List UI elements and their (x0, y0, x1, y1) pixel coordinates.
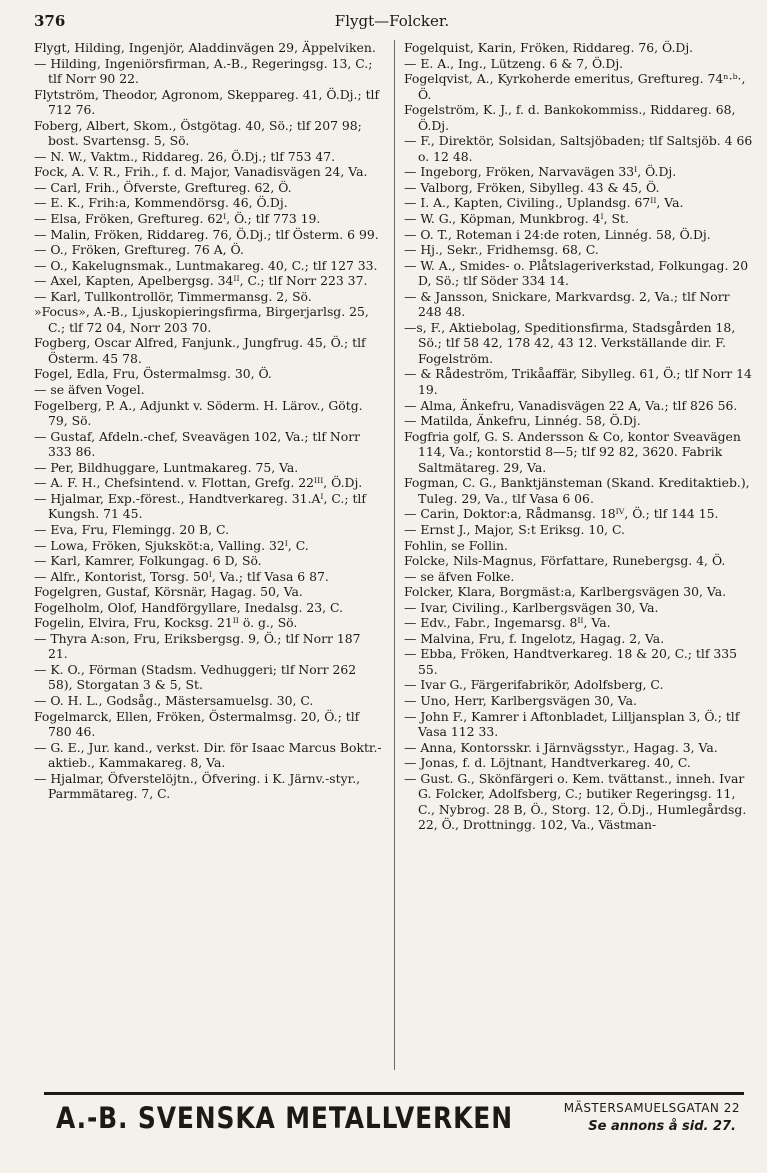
directory-entry: — N. W., Vaktm., Riddareg. 26, Ö.Dj.; tlf 753 47. (34, 148, 336, 164)
directory-columns (34, 40, 752, 1070)
directory-entry: — Anna, Kontorsskr. i Järnvägsstyr., Hagag. 3, Va. (404, 739, 718, 755)
advertisement-banner (44, 1092, 744, 1145)
directory-entry: — Gustaf, Afdeln.-chef, Sveavägen 102, Va.; tlf Norr 333 86. (34, 428, 361, 460)
directory-entry: Fogelgren, Gustaf, Körsnär, Hagag. 50, Va. (34, 584, 303, 600)
directory-entry: — Hjalmar, Öfverstelöjtn., Öfvering. i K. Järnv.-styr., Parmmätareg. 7, C. (34, 770, 361, 802)
directory-entry: — E. A., Ing., Lützeng. 6 & 7, Ö.Dj. (404, 55, 624, 71)
directory-entry: »Focus», A.-B., Ljuskopieringsfirma, Birgerjarlsg. 25, C.; tlf 72 04, Norr 203 70. (34, 304, 369, 335)
directory-entry: — A. F. H., Chefsintend. v. Flottan, Grefg. 22ᴵᴵᴵ, Ö.Dj. (34, 475, 363, 491)
directory-entry: — Malin, Fröken, Riddareg. 76, Ö.Dj.; tlf Österm. 6 99. (34, 226, 379, 242)
page-header (34, 12, 750, 32)
running-head: Flygt—Folcker. (334, 12, 450, 30)
directory-entry: — Gust. G., Skönfärgeri o. Kem. tvättanst., inneh. Ivar G. Folcker, Adolfsberg, C.; butiker Regeringsg. 11, C., Nybrog. 28 B, Ö., Storg. 12, Ö.Dj., Humlegårdsg. 22, Ö., Drottningg. 102, Va., Västman- (404, 770, 747, 833)
directory-entry: — Ivar, Civiling., Karlbergsvägen 30, Va. (404, 599, 659, 615)
directory-entry: — Hjalmar, Exp.-förest., Handtverkareg. 31.Aᴵ, C.; tlf Kungsh. 71 45. (34, 490, 366, 522)
directory-entry: — Ernst J., Major, S:t Eriksg. 10, C. (404, 521, 625, 537)
directory-entry: Fogelmarck, Ellen, Fröken, Östermalmsg. 20, Ö.; tlf 780 46. (34, 708, 360, 740)
directory-entry: — K. O., Förman (Stadsm. Vedhuggeri; tlf Norr 262 58), Storgatan 3 & 5, St. (34, 661, 357, 693)
directory-entry: — O., Fröken, Greftureg. 76 A, Ö. (34, 242, 244, 258)
directory-entry: Folcker, Klara, Borgmäst:a, Karlbergsvägen 30, Va. (404, 584, 727, 600)
directory-entry: — O., Kakelugnsmak., Luntmakareg. 40, C.; tlf 127 33. (34, 257, 378, 273)
directory-entry: — Hilding, Ingeniörsfirman, A.-B., Regeringsg. 13, C.; tlf Norr 90 22. (34, 55, 373, 87)
directory-entry: — Alfr., Kontorist, Torsg. 50ᴵ, Va.; tlf Vasa 6 87. (34, 568, 329, 584)
directory-entry: — Per, Bildhuggare, Luntmakareg. 75, Va. (34, 459, 299, 475)
directory-entry: Fohlin, se Follin. (404, 537, 508, 553)
directory-entry: — Carl, Frih., Öfverste, Greftureg. 62, Ö. (34, 179, 292, 195)
directory-entry: Fogberg, Oscar Alfred, Fanjunk., Jungfrug. 45, Ö.; tlf Österm. 45 78. (34, 335, 366, 366)
directory-entry: — W. A., Smides- o. Plåtslageriverkstad, Folkungag. 20 D, Sö.; tlf Söder 334 14. (404, 257, 749, 289)
directory-entry: Fogelberg, P. A., Adjunkt v. Söderm. H. Lärov., Götg. 79, Sö. (34, 397, 363, 429)
directory-entry: — Malvina, Fru, f. Ingelotz, Hagag. 2, Va. (404, 630, 665, 646)
directory-entry: — se äfven Vogel. (34, 382, 145, 398)
ad-address: MÄSTERSAMUELSGATAN 22 (563, 1101, 740, 1115)
directory-entry: — F., Direktör, Solsidan, Saltsjöbaden; tlf Saltsjöb. 4 66 o. 12 48. (404, 133, 753, 164)
ad-notice: Se annons å sid. 27. (588, 1119, 736, 1134)
directory-entry: — Carin, Doktor:a, Rådmansg. 18ᴵⱽ, Ö.; tlf 144 15. (404, 506, 719, 522)
directory-entry: — W. G., Köpman, Munkbrog. 4ᴵ, St. (404, 211, 629, 227)
directory-entry: — I. A., Kapten, Civiling., Uplandsg. 67ᴵᴵ, Va. (404, 195, 684, 211)
directory-entry: — Elsa, Fröken, Greftureg. 62ᴵ, Ö.; tlf 773 19. (34, 211, 321, 227)
directory-entry: — Alma, Änkefru, Vanadisvägen 22 A, Va.; tlf 826 56. (404, 397, 738, 413)
directory-entry: Fogelqvist, A., Kyrkoherde emeritus, Greftureg. 74ⁿ·ᵇ·, Ö. (404, 71, 746, 102)
directory-entry: Fogelin, Elvira, Fru, Kocksg. 21ᴵᴵ ö. g., Sö. (34, 615, 298, 631)
directory-entry: — Jonas, f. d. Löjtnant, Handtverkareg. 40, C. (404, 755, 691, 771)
directory-entry: Fock, A. V. R., Frih., f. d. Major, Vanadisvägen 24, Va. (34, 164, 368, 180)
directory-entry: Flygt, Hilding, Ingenjör, Aladdinvägen 29, Äppelviken. (34, 40, 376, 55)
directory-entry: — Ebba, Fröken, Handtverkareg. 18 & 20, C.; tlf 335 55. (404, 646, 738, 677)
directory-entry: Foberg, Albert, Skom., Östgötag. 40, Sö.; tlf 207 98; bost. Svartensg. 5, Sö. (34, 117, 362, 149)
directory-entry: Fogelström, K. J., f. d. Bankokommiss., Riddareg. 68, Ö.Dj. (404, 102, 736, 133)
column-divider (394, 40, 395, 1070)
directory-entry: — Edv., Fabr., Ingemarsg. 8ᴵᴵ, Va. (404, 615, 611, 631)
directory-entry: — G. E., Jur. kand., verkst. Dir. för Isaac Marcus Boktr.-aktieb., Kammakareg. 8, Va. (34, 739, 382, 771)
page-number: 376 (34, 12, 66, 30)
directory-entry: — Uno, Herr, Karlbergsvägen 30, Va. (404, 692, 637, 708)
directory-entry: Flytström, Theodor, Agronom, Skeppareg. 41, Ö.Dj.; tlf 712 76. (34, 86, 380, 118)
directory-entry: — & Jansson, Snickare, Markvardsg. 2, Va.; tlf Norr 248 48. (404, 288, 730, 320)
directory-entry: Folcke, Nils-Magnus, Författare, Runebergsg. 4, Ö. (404, 553, 726, 569)
directory-entry: — O. H. L., Godsåg., Mästersamuelsg. 30, C. (34, 692, 314, 708)
directory-entry: — E. K., Frih:a, Kommendörsg. 46, Ö.Dj. (34, 195, 288, 211)
directory-entry: — Eva, Fru, Flemingg. 20 B, C. (34, 521, 230, 537)
directory-entry: —s, F., Aktiebolag, Speditionsfirma, Stadsgården 18, Sö.; tlf 58 42, 178 42, 43 12. Verkställande dir. F. Fogelström. (404, 319, 736, 366)
directory-entry: Fogfria golf, G. S. Andersson & Co, kontor Sveavägen 114, Va.; kontorstid 8—5; tlf 92 82, 3620. Fabrik Saltmätareg. 29, Va. (404, 428, 741, 475)
directory-entry: — Ingeborg, Fröken, Narvavägen 33ᴵ, Ö.Dj. (404, 164, 677, 180)
directory-entry: — Axel, Kapten, Apelbergsg. 34ᴵᴵ, C.; tlf Norr 223 37. (34, 273, 368, 289)
directory-entry: — John F., Kamrer i Aftonbladet, Lilljansplan 3, Ö.; tlf Vasa 112 33. (404, 708, 740, 740)
directory-entry: Fogman, C. G., Banktjänsteman (Skand. Kreditaktieb.), Tuleg. 29, Va., tlf Vasa 6 06. (404, 475, 750, 506)
directory-entry: — Ivar G., Färgerifabrikör, Adolfsberg, C. (404, 677, 664, 693)
directory-entry: — Matilda, Änkefru, Linnég. 58, Ö.Dj. (404, 413, 641, 429)
directory-entry: — O. T., Roteman i 24:de roten, Linnég. 58, Ö.Dj. (404, 226, 711, 242)
directory-entry: — Karl, Tullkontrollör, Timmermansg. 2, Sö. (34, 288, 312, 304)
directory-entry: — Lowa, Fröken, Sjuksköt:a, Valling. 32ᴵ, C. (34, 537, 309, 553)
ad-company-name: A.-B. SVENSKA METALLVERKEN (56, 1101, 513, 1135)
directory-entry: — Karl, Kamrer, Folkungag. 6 D, Sö. (34, 553, 262, 569)
right-column (404, 40, 754, 1070)
directory-entry: — Hj., Sekr., Fridhemsg. 68, C. (404, 242, 599, 258)
directory-entry: Fogel, Edla, Fru, Östermalmsg. 30, Ö. (34, 366, 272, 382)
directory-entry: Fogelholm, Olof, Handförgyllare, Inedalsg. 23, C. (34, 599, 343, 615)
directory-entry: Fogelquist, Karin, Fröken, Riddareg. 76, Ö.Dj. (404, 40, 694, 55)
directory-entry: — & Rådeström, Trikåaffär, Sibylleg. 61, Ö.; tlf Norr 14 19. (404, 366, 752, 398)
directory-entry: — Thyra A:son, Fru, Eriksbergsg. 9, Ö.; tlf Norr 187 21. (34, 630, 361, 662)
left-column (34, 40, 384, 1070)
directory-entry: — se äfven Folke. (404, 568, 515, 584)
directory-entry: — Valborg, Fröken, Sibylleg. 43 & 45, Ö. (404, 179, 660, 195)
